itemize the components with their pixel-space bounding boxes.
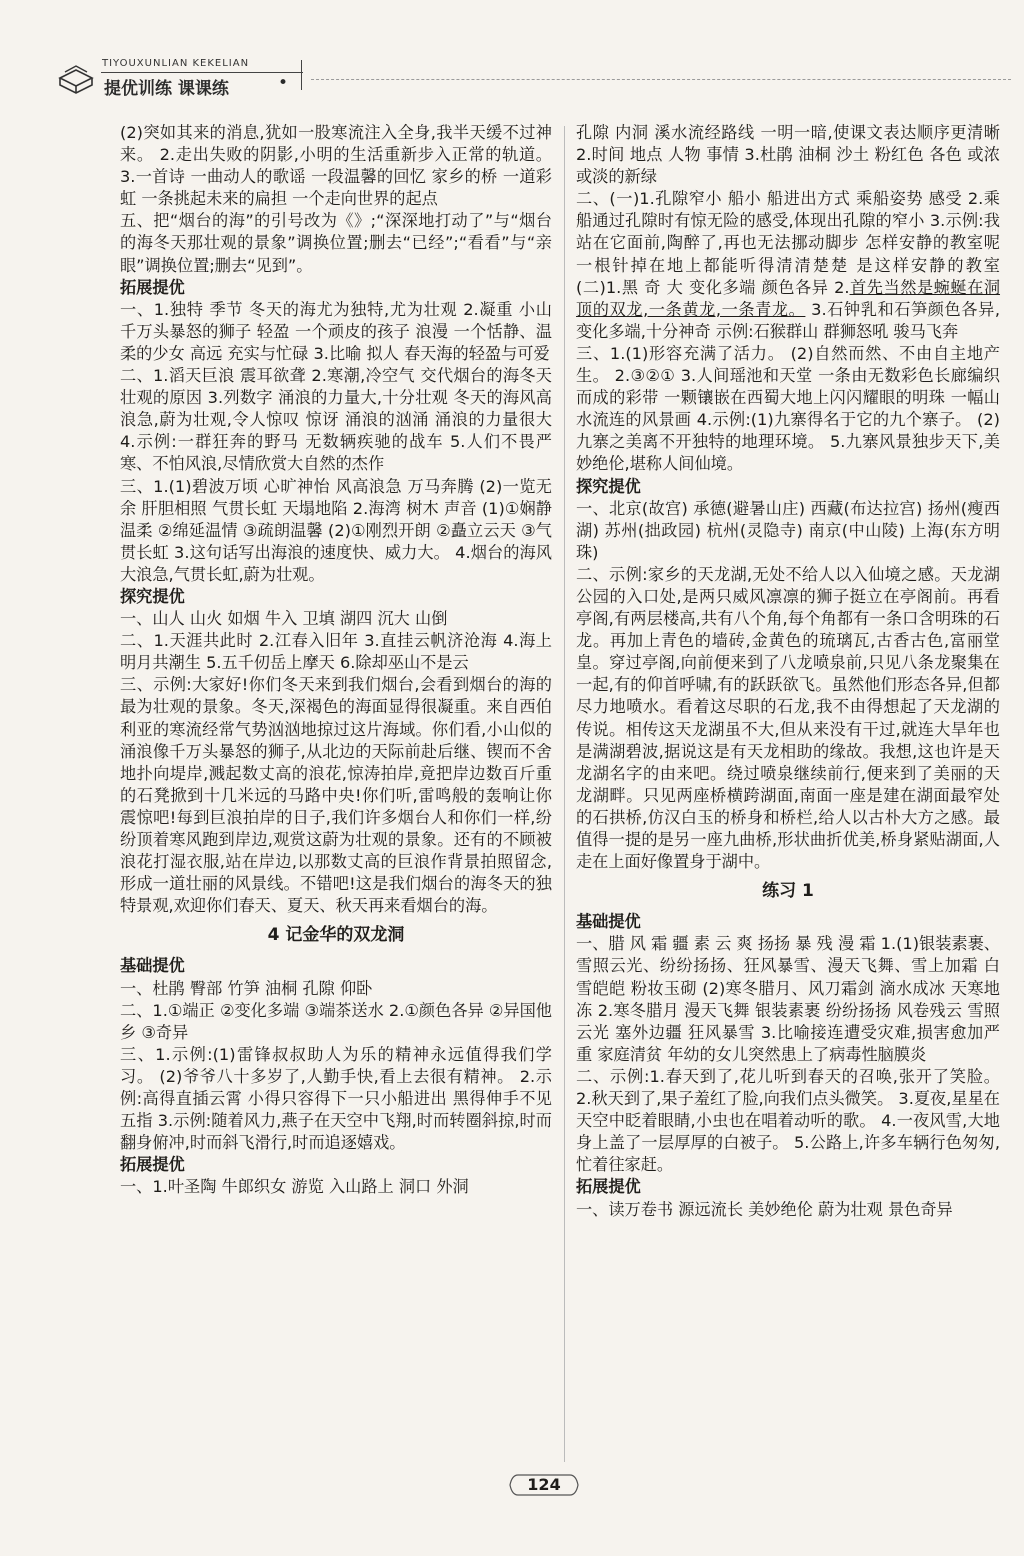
brand-dot: •	[278, 73, 289, 93]
left-column	[120, 122, 552, 1199]
underlined-answer: 首先当然是蜿蜒在洞顶的双龙,一条黄龙,一条青龙。	[576, 277, 1001, 319]
answer-text: 二、(一)1.孔隙窄小 船小 船进出方式 乘船姿势 感受 2.乘船通过孔隙时有惊无险的感受,体现出孔隙的窄小 3.示例:我站在它面前,陶醉了,再也无法挪动脚步 怎样安静的教室呢 一根针掉在地上都能听得清清楚楚 是这样安静的教室 (二)1.黑 奇 大 变化多端 颜色各异 2.	[576, 189, 1000, 297]
answer-paragraph: 三、1.示例:(1)雷锋叔叔助人为乐的精神永远值得我们学习。 (2)爷爷八十多岁了,人勤手快,看上去很有精神。 2.示例:高得直插云霄 小得只容得下一只小船进出 黑得伸手不见五指 3.示例:随着风力,燕子在天空中飞翔,时而转圈斜掠,时而翻身俯冲,时而斜飞滑行,时而追逐嬉戏。	[120, 1044, 552, 1153]
answer-paragraph: 二、示例:1.春天到了,花儿听到春天的召唤,张开了笑脸。 2.秋天到了,果子羞红了脸,向我们点头微笑。 3.夏夜,星星在天空中眨着眼睛,小虫也在唱着动听的歌。 4.一夜风雪,大地身上盖了一层厚厚的白被子。 5.公路上,许多车辆行色匆匆,忙着往家赶。	[576, 1066, 1000, 1175]
answer-paragraph: 五、把“烟台的海”的引号改为《》;“深深地打动了”与“烟台的海冬天那壮观的景象”调换位置;删去“已经”;“看看”与“亲眼”调换位置;删去“见到”。	[120, 211, 552, 275]
answer-paragraph: 孔隙 内洞 溪水流经路线 一明一暗,使课文表达顺序更清晰 2.时间 地点 人物 事情 3.杜鹃 油桐 沙土 粉红色 各色 或浓或淡的新绿	[576, 123, 1000, 187]
answer-paragraph: 一、1.叶圣陶 牛郎织女 游览 入山路上 洞口 外洞	[120, 1177, 469, 1197]
answer-paragraph: 一、山人 山火 如烟 牛入 卫填 湖四 沉大 山倒	[120, 609, 448, 629]
answer-paragraph: 三、1.(1)形容充满了活力。 (2)自然而然、不由自主地产生。 2.③②① 3.人间瑶池和天堂 一条由无数彩色长廊编织而成的彩带 一颗镶嵌在西蜀大地上闪闪耀眼的明珠 一幅山水流连的风景画 4.示例:(1)九寨得名于它的九个寨子。 (2)九寨之美离不开独特的地理环境。 5.九寨风景独步天下,美妙绝伦,堪称人间仙境。	[576, 343, 1000, 474]
lesson-title: 练习 1	[762, 881, 814, 902]
section-heading: 拓展提优	[120, 277, 185, 297]
answer-paragraph: 一、读万卷书 源远流长 美妙绝伦 蔚为壮观 景色奇异	[576, 1199, 953, 1219]
section-heading: 基础提优	[576, 912, 641, 932]
answer-paragraph	[576, 188, 1000, 343]
right-column	[576, 122, 1000, 1221]
brand-vertical-rule	[301, 60, 302, 90]
answer-paragraph: 一、北京(故宫) 承德(避暑山庄) 西藏(布达拉宫) 扬州(瘦西湖) 苏州(拙政园) 杭州(灵隐寺) 南京(中山陵) 上海(东方明珠)	[576, 498, 1000, 562]
page-number-badge	[508, 1472, 580, 1498]
section-heading: 拓展提优	[120, 1155, 185, 1175]
answer-paragraph: 一、腊 风 霜 疆 素 云 爽 扬扬 暴 残 漫 霜 1.(1)银装素裹、雪照云光、纷纷扬扬、狂风暴雪、漫天飞舞、雪上加霜 白雪皑皑 粉妆玉砌 (2)寒冬腊月、风刀霜剑 滴水成冰 天寒地冻 2.寒冬腊月 漫天飞舞 银装素裹 纷纷扬扬 风卷残云 雪照云光 塞外边疆 狂风暴雪 3.比喻接连遭受灾难,损害愈加严重 家庭清贫 年幼的女儿突然患上了病毒性脑膜炎	[576, 934, 1000, 1064]
answer-paragraph: 三、示例:大家好!你们冬天来到我们烟台,会看到烟台的海的最为壮观的景象。冬天,深褐色的海面显得很凝重。来自西伯利亚的寒流经常气势汹汹地掠过这片海域。你们看,小山似的涌浪像千万头暴怒的狮子,从北边的天际前赴后继、锲而不舍地扑向堤岸,溅起数丈高的浪花,惊涛拍岸,竟把岸边数百斤重的石凳掀到十几米远的马路中央!你们听,雷鸣般的轰响让你震惊吧!每到巨浪拍岸的日子,我们许多烟台人和你们一样,纷纷顶着寒风跑到岸边,观赏这蔚为壮观的景象。还有的不顾被浪花打湿衣服,站在岸边,以那数丈高的巨浪作背景拍照留念,形成一道壮丽的风景线。不错吧!这是我们烟台的海冬天的独特景观,欢迎你们春天、夏天、秋天再来看烟台的海。	[120, 675, 552, 916]
column-divider	[564, 126, 565, 1462]
section-heading: 探究提优	[120, 586, 185, 606]
answer-paragraph: (2)突如其来的消息,犹如一股寒流注入全身,我半天缓不过神来。 2.走出失败的阴影,小明的生活重新步入正常的轨道。 3.一首诗 一曲动人的歌谣 一段温馨的回忆 家乡的桥 一道彩虹 一条挑起未来的扁担 一个走向世界的起点	[120, 123, 552, 209]
answer-paragraph: 二、示例:家乡的天龙湖,无处不给人以入仙境之感。天龙湖公园的入口处,是两只威风凛凛的狮子挺立在亭阁前。再看亭阁,有两层楼高,共有八个角,每个角都有一条口含明珠的石龙。再加上青色的墙砖,金黄色的琉璃瓦,古香古色,富丽堂皇。穿过亭阁,向前便来到了八龙喷泉前,只见八条龙聚集在一起,有的仰首呼啸,有的跃跃欲飞。虽然他们形态各异,但都尽力地喷水。看着这尽职的石龙,我不由得想起了天龙湖的传说。相传这天龙湖虽不大,但从来没有干过,就连大旱年也是满湖碧波,据说这是有天龙相助的缘故。我想,这也许是天龙湖名字的由来吧。绕过喷泉继续前行,便来到了美丽的天龙湖畔。只见两座桥横跨湖面,南面一座是建在湖面最窄处的石拱桥,仿汉白玉的桥身和桥栏,给人以古朴大方之感。最值得一提的是另一座九曲桥,形状曲折优美,桥身紧贴湖面,人走在上面好像置身于湖中。	[576, 564, 1000, 872]
answer-text-tail: 3.石钟乳和石笋颜色各异,变化多端,十分神奇 示例:石猴群山 群狮怒吼 骏马飞奔	[576, 299, 1000, 341]
answer-paragraph: 二、1.滔天巨浪 震耳欲聋 2.寒潮,冷空气 交代烟台的海冬天壮观的原因 3.列数字 涌浪的力量大,十分壮观 冬天的海风高浪急,蔚为壮观,令人惊叹 惊讶 涌浪的汹涌 涌浪的力量很大 4.示例:一群狂奔的野马 无数辆疾驰的战车 5.人们不畏严寒、不怕风浪,尽情欣赏大自然的杰作	[120, 366, 552, 474]
answer-paragraph: 一、杜鹃 臀部 竹笋 油桐 孔隙 仰卧	[120, 978, 373, 998]
answer-paragraph: 三、1.(1)碧波万顷 心旷神怡 风高浪急 万马奔腾 (2)一览无余 肝胆相照 气贯长虹 天塌地陷 2.海湾 树木 声音 (1)①娴静温柔 ②绵延温情 ③疏朗温馨 (2)①刚烈开朗 ②矗立云天 ③气贯长虹 3.这句话写出海浪的速度快、威力大。 4.烟台的海风大浪急,气贯长虹,蔚为壮观。	[120, 476, 552, 584]
header-dashed-rule	[311, 79, 1011, 80]
brand-english: TIYOUXUNLIAN KEKELIAN	[102, 58, 250, 69]
section-heading: 基础提优	[120, 956, 185, 976]
books-logo-icon	[56, 60, 96, 100]
page-number: 124	[527, 1475, 561, 1494]
lesson-title: 4 记金华的双龙洞	[267, 925, 405, 946]
section-heading: 拓展提优	[576, 1177, 641, 1197]
answer-paragraph: 一、1.独特 季节 冬天的海尤为独特,尤为壮观 2.凝重 小山 千万头暴怒的狮子 轻盈 一个顽皮的孩子 浪漫 一个恬静、温柔的少女 高远 充实与忙碌 3.比喻 拟人 春天海的轻盈与可爱	[120, 299, 552, 363]
brand-rule	[101, 72, 303, 73]
answer-paragraph: 二、1.天涯共此时 2.江春入旧年 3.直挂云帆济沧海 4.海上明月共潮生 5.五千仞岳上摩天 6.除却巫山不是云	[120, 631, 552, 673]
page-header	[56, 52, 1016, 112]
section-heading: 探究提优	[576, 476, 641, 496]
brand-chinese: 提优训练 课课练	[104, 79, 229, 99]
answer-paragraph: 二、1.①端正 ②变化多端 ③端茶送水 2.①颜色各异 ②异国他乡 ③奇异	[120, 1000, 552, 1042]
